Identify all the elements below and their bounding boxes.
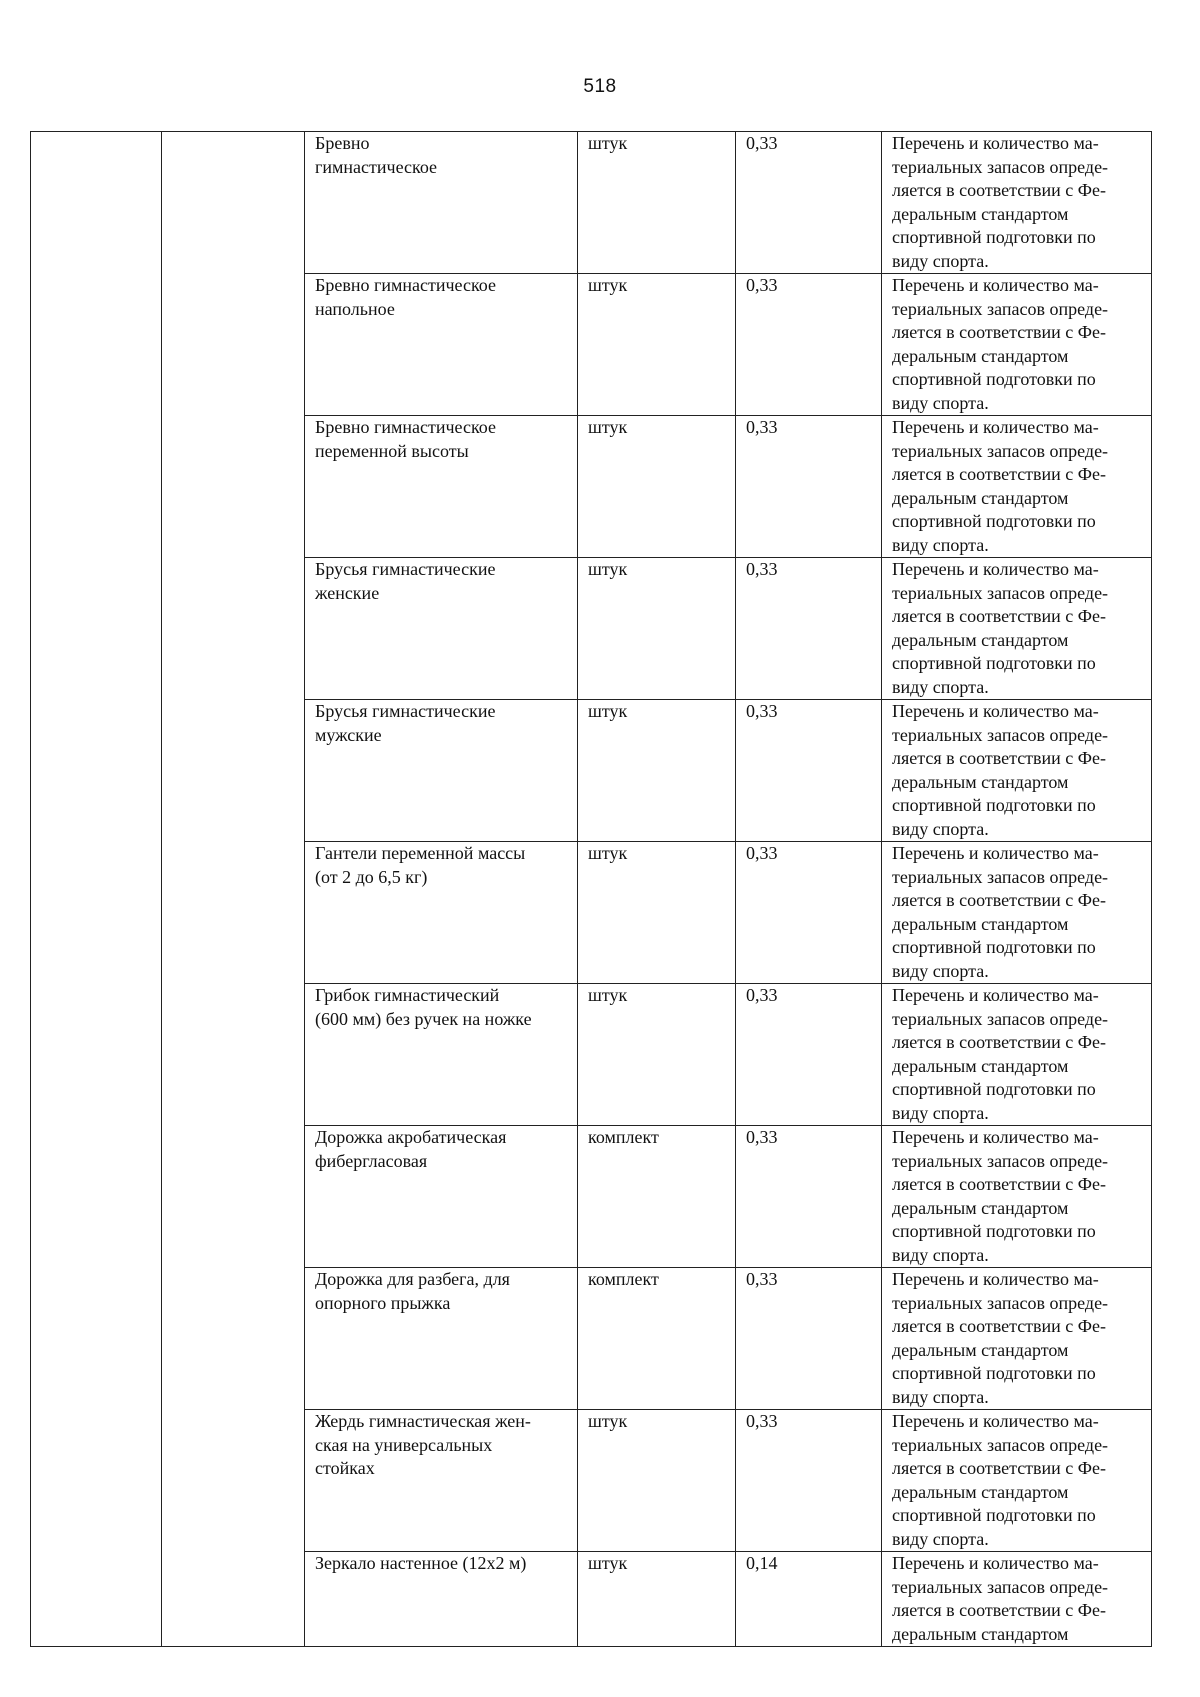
table-body [31,132,1152,1647]
item-name-cell-text: Дорожка для разбега, для опорного прыжка [315,1269,510,1313]
unit-cell-text: штук [588,417,628,437]
unit-cell [578,416,736,558]
table-row [31,132,1152,274]
note-cell [882,1410,1152,1552]
unit-cell [578,1552,736,1647]
quantity-cell [736,842,882,984]
quantity-cell [736,1410,882,1552]
quantity-cell-text: 0,33 [746,1269,778,1289]
quantity-cell-text: 0,33 [746,701,778,721]
item-name-cell [305,700,578,842]
quantity-cell [736,274,882,416]
note-cell-text: Перечень и количество ма- териальных запасов опреде- ляется в соответствии с Фе- деральным стандартом спортивной подготовки по виду спорта. [892,417,1109,555]
item-name-cell-text: Жердь гимнастическая жен- ская на универсальных стойках [315,1411,531,1478]
note-cell [882,1552,1152,1647]
quantity-cell-text: 0,14 [746,1553,778,1573]
unit-cell-text: штук [588,275,628,295]
item-name-cell [305,274,578,416]
page-number: 518 [583,76,617,97]
quantity-cell-text: 0,33 [746,133,778,153]
equipment-table [30,131,1152,1647]
item-name-cell [305,1410,578,1552]
quantity-cell-text: 0,33 [746,275,778,295]
quantity-cell [736,1126,882,1268]
unit-cell [578,1268,736,1410]
note-cell [882,132,1152,274]
unit-cell-text: штук [588,985,628,1005]
unit-cell [578,842,736,984]
quantity-cell [736,1552,882,1647]
unit-cell-text: штук [588,133,628,153]
unit-cell-text: комплект [588,1269,659,1289]
item-name-cell [305,842,578,984]
item-name-cell [305,1268,578,1410]
unit-cell [578,558,736,700]
item-name-cell [305,984,578,1126]
quantity-cell [736,700,882,842]
unit-cell-text: комплект [588,1127,659,1147]
quantity-cell-text: 0,33 [746,1127,778,1147]
quantity-cell-text: 0,33 [746,559,778,579]
note-cell [882,700,1152,842]
note-cell-text: Перечень и количество ма- териальных запасов опреде- ляется в соответствии с Фе- деральным стандартом спортивной подготовки по виду спорта. [892,701,1109,839]
quantity-cell-text: 0,33 [746,843,778,863]
note-cell [882,842,1152,984]
empty-column-1 [31,132,162,1647]
item-name-cell-text: Бревно гимнастическое [315,133,438,177]
note-cell-text: Перечень и количество ма- териальных запасов опреде- ляется в соответствии с Фе- деральным стандартом спортивной подготовки по виду спорта. [892,843,1109,981]
item-name-cell-text: Брусья гимнастические мужские [315,701,496,745]
unit-cell-text: штук [588,559,628,579]
unit-cell [578,132,736,274]
note-cell [882,558,1152,700]
unit-cell [578,1126,736,1268]
note-cell [882,416,1152,558]
item-name-cell-text: Бревно гимнастическое напольное [315,275,496,319]
quantity-cell [736,416,882,558]
item-name-cell-text: Брусья гимнастические женские [315,559,496,603]
unit-cell-text: штук [588,1411,628,1431]
note-cell [882,1268,1152,1410]
note-cell-text: Перечень и количество ма- териальных запасов опреде- ляется в соответствии с Фе- деральным стандартом спортивной подготовки по виду спорта. [892,1269,1109,1407]
item-name-cell-text: Бревно гимнастическое переменной высоты [315,417,496,461]
note-cell-text: Перечень и количество ма- териальных запасов опреде- ляется в соответствии с Фе- деральным стандартом спортивной подготовки по виду спорта. [892,133,1109,271]
quantity-cell-text: 0,33 [746,1411,778,1431]
quantity-cell [736,1268,882,1410]
quantity-cell [736,132,882,274]
note-cell-text: Перечень и количество ма- териальных запасов опреде- ляется в соответствии с Фе- деральным стандартом спортивной подготовки по виду спорта. [892,1127,1109,1265]
item-name-cell-text: Грибок гимнастический (600 мм) без ручек на ножке [315,985,532,1029]
item-name-cell [305,416,578,558]
item-name-cell-text: Дорожка акробатическая фибергласовая [315,1127,507,1171]
unit-cell-text: штук [588,1553,628,1573]
item-name-cell [305,1552,578,1647]
note-cell [882,984,1152,1126]
note-cell-text: Перечень и количество ма- териальных запасов опреде- ляется в соответствии с Фе- деральным стандартом спортивной подготовки по виду спорта. [892,1411,1109,1549]
unit-cell [578,700,736,842]
empty-column-2 [162,132,305,1647]
note-cell [882,1126,1152,1268]
unit-cell-text: штук [588,843,628,863]
item-name-cell-text: Зеркало настенное (12х2 м) [315,1553,527,1573]
note-cell [882,274,1152,416]
note-cell-text: Перечень и количество ма- териальных запасов опреде- ляется в соответствии с Фе- деральным стандартом [892,1553,1109,1644]
quantity-cell [736,984,882,1126]
unit-cell-text: штук [588,701,628,721]
item-name-cell [305,132,578,274]
note-cell-text: Перечень и количество ма- териальных запасов опреде- ляется в соответствии с Фе- деральным стандартом спортивной подготовки по виду спорта. [892,985,1109,1123]
unit-cell [578,274,736,416]
item-name-cell-text: Гантели переменной массы (от 2 до 6,5 кг) [315,843,526,887]
quantity-cell-text: 0,33 [746,417,778,437]
note-cell-text: Перечень и количество ма- териальных запасов опреде- ляется в соответствии с Фе- деральным стандартом спортивной подготовки по виду спорта. [892,559,1109,697]
quantity-cell-text: 0,33 [746,985,778,1005]
item-name-cell [305,558,578,700]
quantity-cell [736,558,882,700]
unit-cell [578,984,736,1126]
item-name-cell [305,1126,578,1268]
unit-cell [578,1410,736,1552]
note-cell-text: Перечень и количество ма- териальных запасов опреде- ляется в соответствии с Фе- деральным стандартом спортивной подготовки по виду спорта. [892,275,1109,413]
